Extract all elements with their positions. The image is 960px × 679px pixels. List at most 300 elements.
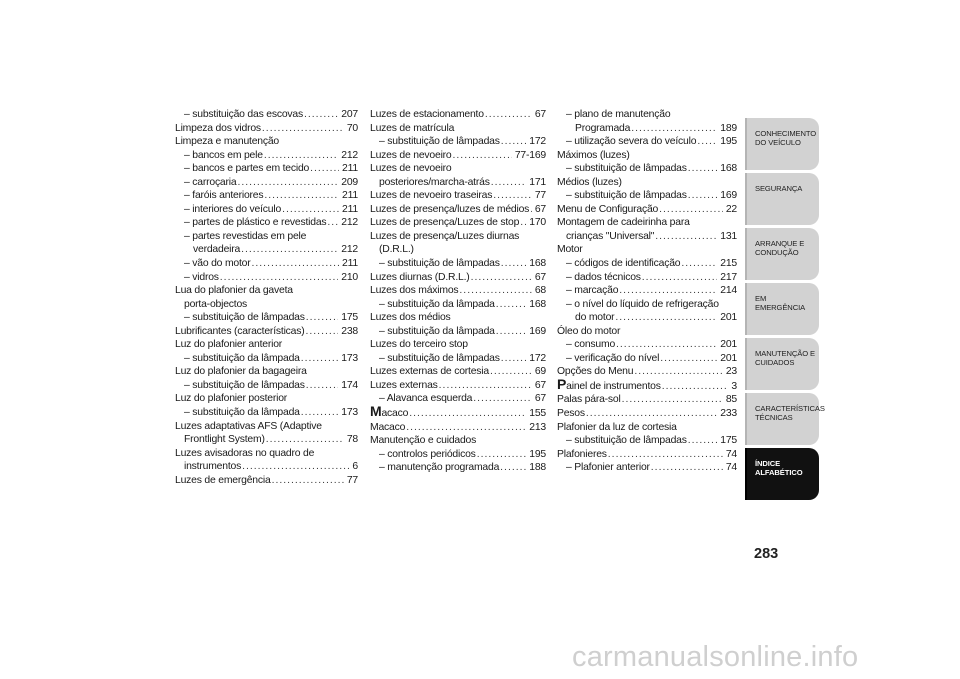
entry-text: Limpeza e manutenção — [175, 136, 280, 148]
entry-label — [379, 298, 495, 312]
dot-leader — [264, 149, 338, 163]
index-entry — [370, 149, 546, 163]
entry-page-number: 67 — [534, 393, 546, 405]
entry-text: – carroçaria — [184, 176, 237, 188]
tab-label-line2: ALFABÉTICO — [755, 467, 803, 477]
index-column-2 — [370, 108, 546, 475]
entry-label — [184, 216, 326, 230]
entry-text: – substituição de lâmpadas — [184, 312, 305, 324]
entry-page-number: 189 — [720, 122, 737, 134]
dot-leader — [586, 407, 717, 421]
dot-leader — [500, 461, 526, 475]
index-entry — [557, 122, 737, 136]
index-entry — [370, 434, 546, 448]
dot-leader — [631, 122, 717, 136]
entry-page-number: 74 — [725, 448, 737, 460]
entry-text: – partes revestidas em pele — [184, 230, 307, 242]
drop-cap-letter: P — [557, 375, 567, 392]
entry-label — [566, 461, 650, 475]
entry-page-number: 233 — [720, 408, 737, 420]
entry-text: Luzes de nevoeiro traseiras — [370, 190, 493, 202]
dot-leader — [642, 271, 717, 285]
index-entry — [370, 365, 546, 379]
entry-label — [370, 189, 492, 203]
index-entry — [557, 365, 737, 379]
entry-text: Plafonier da luz de cortesia — [557, 421, 677, 433]
entry-text: porta-objectos — [184, 298, 248, 310]
dot-leader — [681, 257, 717, 271]
index-entry — [370, 403, 546, 421]
entry-label — [557, 203, 658, 217]
entry-page-number: 168 — [529, 298, 546, 310]
index-entry — [175, 243, 358, 257]
tab-label-line1: CARACTERÍSTICAS — [755, 404, 825, 413]
index-entry — [557, 375, 737, 394]
index-entry — [175, 338, 358, 352]
entry-label — [566, 271, 641, 285]
entry-text: – vão do motor — [184, 258, 251, 270]
index-entry — [370, 461, 546, 475]
entry-text: – substituição de lâmpadas — [566, 435, 687, 447]
watermark-text: carmanualsonline.info — [572, 641, 859, 673]
index-entry — [557, 108, 737, 122]
entry-text: Luzes diurnas (D.R.L.) — [370, 271, 470, 283]
index-entry — [370, 448, 546, 462]
dot-leader — [459, 284, 531, 298]
dot-leader — [406, 421, 526, 435]
index-entry — [557, 216, 737, 230]
entry-label — [566, 135, 696, 149]
index-entry — [175, 257, 358, 271]
entry-text: – Alavanca esquerda — [379, 393, 473, 405]
tab-label-line2: DO VEÍCULO — [755, 137, 801, 147]
entry-label — [379, 257, 500, 271]
entry-label — [175, 474, 271, 488]
dot-leader — [266, 433, 344, 447]
entry-text: Opções do Menu — [557, 366, 634, 378]
entry-label — [566, 230, 654, 244]
entry-text: Limpeza dos vidros — [175, 122, 261, 134]
dot-leader — [634, 365, 722, 379]
dot-leader — [530, 203, 532, 217]
index-entry — [557, 352, 737, 366]
index-entry — [370, 421, 546, 435]
entry-page-number: 173 — [341, 407, 358, 419]
entry-page-number: 195 — [720, 136, 737, 148]
page-number: 283 — [754, 546, 779, 562]
entry-page-number: 172 — [529, 136, 546, 148]
index-entry — [175, 122, 358, 136]
index-entry — [175, 189, 358, 203]
entry-label — [370, 108, 484, 122]
entry-text: Luz do plafonier posterior — [175, 393, 288, 405]
dot-leader — [688, 162, 718, 176]
dot-leader — [301, 352, 339, 366]
dot-leader — [310, 162, 339, 176]
entry-page-number: 85 — [725, 394, 737, 406]
entry-text: – plano de manutenção — [566, 109, 671, 120]
entry-page-number: 168 — [529, 258, 546, 270]
section-tab[interactable] — [745, 283, 819, 335]
entry-label — [184, 311, 305, 325]
index-entry — [175, 474, 358, 488]
index-entry — [175, 135, 358, 149]
dot-leader — [655, 230, 717, 244]
dot-leader — [608, 448, 723, 462]
entry-label — [184, 379, 305, 393]
index-entry — [370, 189, 546, 203]
entry-text: Plafonieres — [557, 448, 607, 460]
entry-text: Luz do plafonier anterior — [175, 339, 283, 351]
entry-label — [379, 392, 472, 406]
index-entry — [557, 203, 737, 217]
entry-text: Luzes de presença/luzes de médios — [370, 203, 530, 215]
entry-text: – faróis anteriores — [184, 190, 264, 202]
index-entry — [557, 325, 737, 339]
entry-text: Luzes de emergência — [175, 474, 271, 486]
entry-text: Médios (luzes) — [557, 176, 622, 188]
entry-label — [557, 407, 585, 421]
index-entry — [175, 284, 358, 298]
dot-leader — [651, 461, 723, 475]
entry-page-number: 168 — [720, 163, 737, 175]
index-entry — [557, 338, 737, 352]
index-entry — [557, 461, 737, 475]
entry-text: – substituição de lâmpadas — [379, 352, 500, 364]
index-entry — [175, 298, 358, 312]
entry-label — [184, 460, 241, 474]
entry-label — [566, 338, 615, 352]
entry-text: do motor — [575, 312, 615, 324]
tab-label-line1: SEGURANÇA — [755, 184, 803, 193]
tab-label-line1: MANUTENÇÃO E — [755, 349, 815, 358]
entry-page-number: 201 — [720, 339, 737, 351]
index-entry — [370, 135, 546, 149]
dot-leader — [501, 257, 527, 271]
index-entry — [557, 311, 737, 325]
entry-label — [370, 284, 458, 298]
entry-text: – bancos em pele — [184, 149, 263, 161]
dot-leader — [697, 135, 717, 149]
tab-label-line1: ARRANQUE E — [755, 239, 805, 248]
dot-leader — [490, 365, 532, 379]
index-entry — [557, 448, 737, 462]
entry-label — [379, 135, 500, 149]
tab-label-line1: EM EMERGÊNCIA — [755, 294, 806, 312]
entry-page-number: 69 — [534, 366, 546, 378]
index-entry — [370, 162, 546, 176]
entry-label — [184, 189, 263, 203]
entry-text: – manutenção programada — [379, 462, 500, 474]
entry-text: Luzes de presença/Luzes diurnas — [370, 230, 520, 242]
index-entry — [175, 108, 358, 122]
section-tab[interactable] — [745, 448, 819, 500]
entry-label — [184, 203, 281, 217]
entry-page-number: 171 — [529, 176, 546, 188]
entry-text: – Plafonier anterior — [566, 462, 650, 474]
dot-leader — [241, 243, 338, 257]
entry-text: – verificação do nível — [566, 352, 660, 364]
entry-text: Luzes de presença/Luzes de stop — [370, 217, 520, 229]
entry-page-number: 210 — [341, 271, 358, 283]
entry-text: ainel de instrumentos — [566, 380, 661, 392]
entry-page-number: 175 — [341, 312, 358, 324]
entry-label — [184, 406, 300, 420]
dot-leader — [520, 216, 526, 230]
index-entry — [370, 271, 546, 285]
entry-label — [370, 216, 519, 230]
entry-text: – controlos periódicos — [379, 448, 476, 460]
entry-text: – substituição da lâmpada — [184, 352, 300, 364]
dot-leader — [262, 122, 344, 136]
entry-page-number: 211 — [342, 190, 358, 202]
index-entry — [175, 271, 358, 285]
entry-text: Luzes dos médios — [370, 312, 451, 324]
index-entry — [370, 122, 546, 136]
entry-text: Manutenção e cuidados — [370, 435, 477, 447]
index-entry — [175, 406, 358, 420]
index-entry — [175, 433, 358, 447]
dot-leader — [688, 189, 718, 203]
entry-page-number: 169 — [720, 190, 737, 202]
entry-page-number: 67 — [534, 109, 546, 120]
entry-page-number: 3 — [731, 380, 737, 392]
dot-leader — [619, 284, 717, 298]
entry-page-number: 68 — [534, 285, 546, 297]
index-entry — [175, 352, 358, 366]
entry-page-number: 131 — [720, 230, 737, 242]
entry-text: – substituição da lâmpada — [379, 298, 495, 310]
entry-label — [175, 325, 305, 339]
entry-text: Lubrificantes (características) — [175, 325, 305, 337]
index-entry — [557, 230, 737, 244]
entry-page-number: 215 — [720, 258, 737, 270]
dot-leader — [688, 434, 718, 448]
index-entry — [370, 379, 546, 393]
entry-label — [566, 257, 680, 271]
dot-leader — [496, 325, 527, 339]
entry-page-number: 67 — [534, 203, 546, 215]
entry-text: – substituição de lâmpadas — [184, 379, 305, 391]
entry-text: Óleo do motor — [557, 325, 621, 337]
entry-page-number: 217 — [720, 271, 737, 283]
entry-label — [370, 149, 452, 163]
entry-text: Montagem de cadeirinha para — [557, 217, 690, 229]
entry-page-number: 67 — [534, 271, 546, 283]
entry-label — [575, 311, 614, 325]
entry-page-number: 195 — [529, 448, 546, 460]
entry-text: Lua do plafonier da gaveta — [175, 285, 293, 297]
entry-label — [379, 461, 499, 475]
entry-label — [193, 243, 240, 257]
index-entry — [557, 176, 737, 190]
index-entry — [557, 243, 737, 257]
entry-page-number: 212 — [341, 217, 358, 229]
index-entry — [175, 216, 358, 230]
entry-text: Máximos (luzes) — [557, 149, 630, 161]
entry-page-number: 212 — [341, 149, 358, 161]
section-tabs — [745, 118, 825, 503]
dot-leader — [501, 135, 527, 149]
index-entry — [557, 434, 737, 448]
index-entry — [370, 216, 546, 230]
entry-text: Luzes avisadoras no quadro de — [175, 447, 315, 459]
entry-page-number: 155 — [529, 408, 546, 420]
entry-label — [184, 108, 303, 122]
entry-page-number: 211 — [342, 258, 358, 270]
entry-page-number: 77 — [534, 190, 546, 202]
section-tab[interactable] — [745, 118, 819, 170]
entry-text: Luzes adaptativas AFS (Adaptive — [175, 420, 322, 432]
dot-leader — [327, 216, 338, 230]
index-entry — [370, 257, 546, 271]
index-entry — [175, 203, 358, 217]
index-entry — [370, 338, 546, 352]
entry-page-number: 22 — [725, 203, 737, 215]
section-tab[interactable] — [745, 173, 819, 225]
dot-leader — [660, 352, 717, 366]
dot-leader — [453, 149, 512, 163]
section-tab[interactable] — [745, 338, 819, 390]
index-entry — [557, 162, 737, 176]
dot-leader — [473, 392, 532, 406]
entry-text: crianças "Universal" — [566, 230, 655, 242]
index-entry — [370, 203, 546, 217]
index-entry — [175, 149, 358, 163]
index-entry — [557, 257, 737, 271]
index-entry — [557, 407, 737, 421]
index-entry — [370, 352, 546, 366]
entry-text: Luzes de nevoeiro — [370, 149, 452, 161]
dot-leader — [616, 338, 717, 352]
entry-text: – substituição de lâmpadas — [379, 258, 500, 270]
entry-label — [557, 375, 661, 394]
entry-text: posteriores/marcha-atrás — [379, 176, 490, 188]
tab-label-line1: CONHECIMENTO — [755, 129, 817, 138]
dot-leader — [252, 257, 340, 271]
index-column-3 — [557, 108, 737, 475]
entry-text: Luzes de matrícula — [370, 122, 455, 134]
entry-text: Luzes de nevoeiro — [370, 163, 452, 175]
dot-leader — [264, 189, 339, 203]
entry-text: – interiores do veículo — [184, 203, 282, 215]
entry-page-number: 6 — [352, 461, 358, 473]
tab-label-line2: CONDUÇÃO — [755, 247, 799, 257]
index-entry — [175, 379, 358, 393]
entry-text: Luzes do terceiro stop — [370, 339, 468, 351]
entry-page-number: 169 — [529, 325, 546, 337]
entry-label — [566, 352, 659, 366]
index-entry — [175, 460, 358, 474]
entry-label — [370, 203, 529, 217]
entry-label — [566, 162, 687, 176]
entry-label — [184, 176, 236, 190]
entry-label — [379, 352, 500, 366]
dot-leader — [306, 379, 339, 393]
entry-text: – substituição de lâmpadas — [566, 163, 687, 175]
dot-leader — [306, 325, 339, 339]
entry-text: – consumo — [566, 339, 616, 351]
dot-leader — [242, 460, 349, 474]
entry-page-number: 173 — [341, 352, 358, 364]
dot-leader — [501, 352, 527, 366]
entry-text: – bancos e partes em tecido — [184, 163, 310, 175]
entry-text: verdadeira — [193, 244, 241, 256]
entry-text: – substituição de lâmpadas — [379, 136, 500, 148]
entry-label — [557, 393, 621, 407]
entry-text: – marcação — [566, 285, 619, 297]
index-entry — [370, 230, 546, 244]
entry-text: – códigos de identificação — [566, 258, 681, 270]
index-entry — [175, 365, 358, 379]
entry-label — [370, 403, 409, 421]
index-entry — [370, 243, 546, 257]
index-entry — [557, 149, 737, 163]
entry-page-number: 211 — [342, 203, 358, 215]
entry-label — [175, 122, 261, 136]
entry-label — [566, 284, 618, 298]
entry-text: – utilização severa do veículo — [566, 136, 697, 148]
entry-text: Luzes externas — [370, 379, 438, 391]
entry-text: Motor — [557, 244, 583, 256]
section-tab[interactable] — [745, 393, 825, 445]
index-entry — [557, 298, 737, 312]
entry-text: acaco — [381, 408, 409, 420]
entry-page-number: 175 — [720, 435, 737, 447]
entry-label — [370, 365, 489, 379]
dot-leader — [471, 271, 532, 285]
dot-leader — [439, 379, 532, 393]
index-entry — [175, 230, 358, 244]
entry-page-number: 238 — [341, 325, 358, 337]
tab-label-line2: CUIDADOS — [755, 357, 795, 367]
index-column-1 — [175, 108, 358, 487]
index-entry — [175, 176, 358, 190]
dot-leader — [220, 271, 338, 285]
entry-page-number: 70 — [346, 122, 358, 134]
entry-label — [379, 448, 476, 462]
entry-page-number: 174 — [341, 379, 358, 391]
entry-label — [184, 433, 265, 447]
index-entry — [175, 447, 358, 461]
section-tab[interactable] — [745, 228, 819, 280]
entry-label — [557, 448, 607, 462]
entry-text: – partes de plástico e revestidas — [184, 217, 327, 229]
entry-page-number: 172 — [529, 352, 546, 364]
entry-text: Luzes dos máximos — [370, 285, 459, 297]
entry-page-number: 67 — [534, 379, 546, 391]
dot-leader — [282, 203, 339, 217]
index-entry — [175, 162, 358, 176]
entry-text: (D.R.L.) — [379, 244, 414, 256]
index-entry — [370, 284, 546, 298]
entry-text: – dados técnicos — [566, 271, 641, 283]
entry-label — [566, 189, 687, 203]
dot-leader — [409, 407, 526, 421]
dot-leader — [496, 298, 527, 312]
entry-page-number: 209 — [341, 176, 358, 188]
entry-text: Programada — [575, 122, 631, 134]
dot-leader — [306, 311, 339, 325]
entry-page-number: 170 — [529, 217, 546, 229]
dot-leader — [301, 406, 339, 420]
entry-page-number: 211 — [342, 163, 358, 175]
dot-leader — [659, 203, 723, 217]
entry-page-number: 77 — [346, 474, 358, 486]
tab-label-line2: TÉCNICAS — [755, 412, 793, 422]
entry-page-number: 188 — [529, 462, 546, 474]
entry-page-number: 207 — [341, 109, 358, 120]
